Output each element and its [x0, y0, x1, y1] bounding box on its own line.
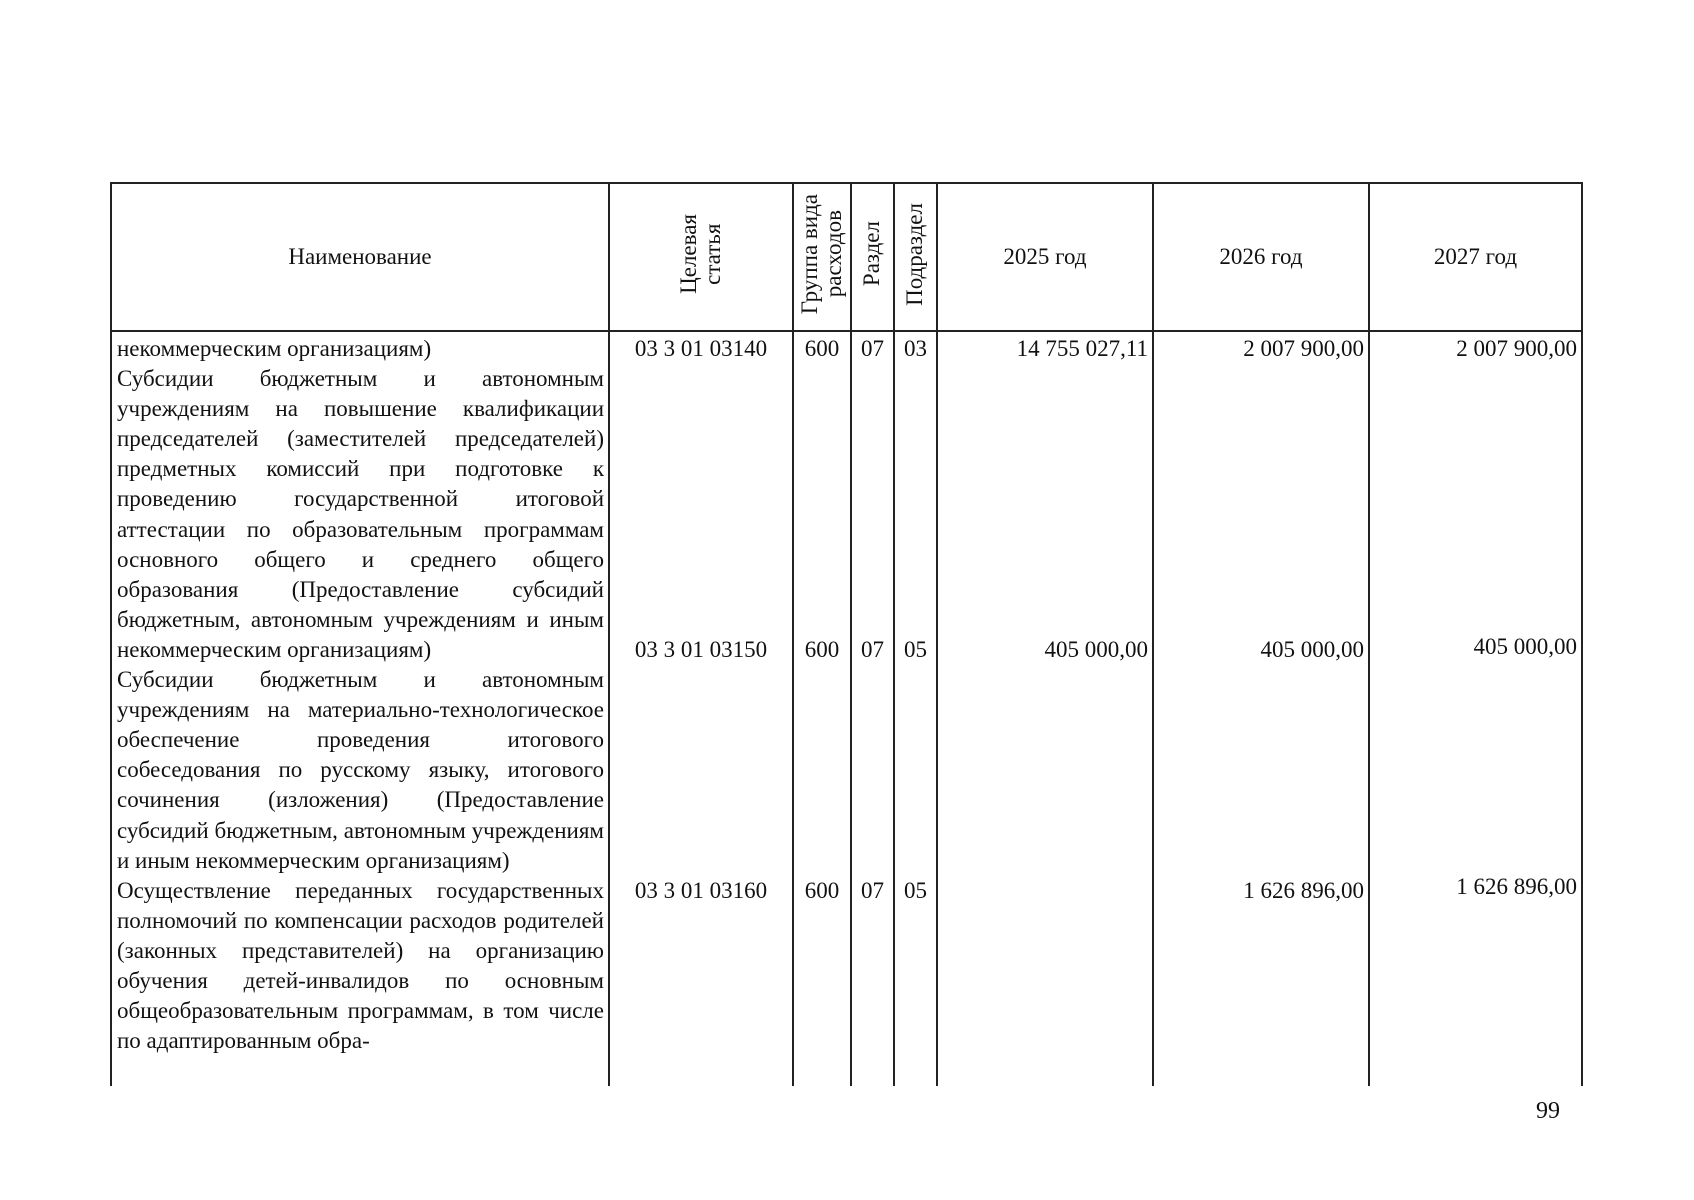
header-expense-group: Группа вида расходов [793, 183, 851, 331]
table-cell: 03 [904, 336, 927, 361]
target-article-column [609, 331, 793, 1086]
table-cell: 03 3 01 03160 [634, 878, 768, 903]
header-year-2026: 2026 год [1153, 183, 1369, 331]
table-cell: 1 626 896,00 [1456, 874, 1577, 899]
table-cell: 600 [804, 878, 840, 903]
page-number: 99 [1536, 1098, 1560, 1124]
section-column [851, 331, 894, 1086]
table-header-row [111, 183, 1582, 331]
table-cell: 07 [861, 637, 884, 662]
budget-table [110, 182, 1583, 1086]
name-column [111, 331, 609, 1086]
name-paragraph: Субсидии бюджетным и автономным учреждениям на материально-технологическое обеспечение проведения итогового собеседования по русскому языку, итогового сочинения (изложения) (Предоставление субсидий бюджетным, автономным учреждениям и иным некоммерческим организациям) [117, 667, 604, 873]
table-cell: 05 [904, 878, 927, 903]
table-cell: 405 000,00 [1044, 637, 1148, 662]
header-year-2027: 2027 год [1369, 183, 1582, 331]
table-cell: 2 007 900,00 [1243, 336, 1364, 361]
table-cell: 405 000,00 [1473, 634, 1577, 659]
year-2026-column [1153, 331, 1369, 1086]
name-paragraph: некоммерческим организациям) [117, 336, 432, 361]
year-2027-column [1369, 331, 1582, 1086]
year-2025-column [937, 331, 1153, 1086]
header-section: Раздел [851, 183, 894, 331]
expense-group-column [793, 331, 851, 1086]
table-cell: 2 007 900,00 [1456, 336, 1577, 361]
header-year-2025: 2025 год [937, 183, 1153, 331]
table-cell: 600 [804, 637, 840, 662]
table-cell: 405 000,00 [1260, 637, 1364, 662]
header-name: Наименование [111, 183, 609, 331]
table-cell: 03 3 01 03150 [634, 637, 768, 662]
header-target-article: Целевая статья [609, 183, 793, 331]
name-paragraph: Субсидии бюджетным и автономным учреждениям на повышение квалификации председателей (заместителей председателей) предметных комиссий при подготовке к проведению государственной итоговой аттестации по образовательным программам основного общего и среднего общего образования (Предоставление субсидий бюджетным, автономным учреждениям и иным некоммерческим организациям) [117, 366, 604, 662]
table-cell: 03 3 01 03140 [634, 336, 768, 361]
table-cell: 1 626 896,00 [1243, 878, 1364, 903]
table-cell: 14 755 027,11 [1016, 336, 1148, 361]
header-subsection: Подраздел [894, 183, 937, 331]
table-cell: 07 [861, 878, 884, 903]
table-cell: 07 [861, 336, 884, 361]
table-cell: 600 [804, 336, 840, 361]
table-body-row [111, 331, 1582, 1086]
name-paragraph: Осуществление переданных государственных полномочий по компенсации расходов родителей (законных представителей) на организацию обучения детей-инвалидов по основным общеобразовательным программам, в том числе по адаптированным обра- [117, 877, 604, 1054]
subsection-column [894, 331, 937, 1086]
table-cell: 05 [904, 637, 927, 662]
